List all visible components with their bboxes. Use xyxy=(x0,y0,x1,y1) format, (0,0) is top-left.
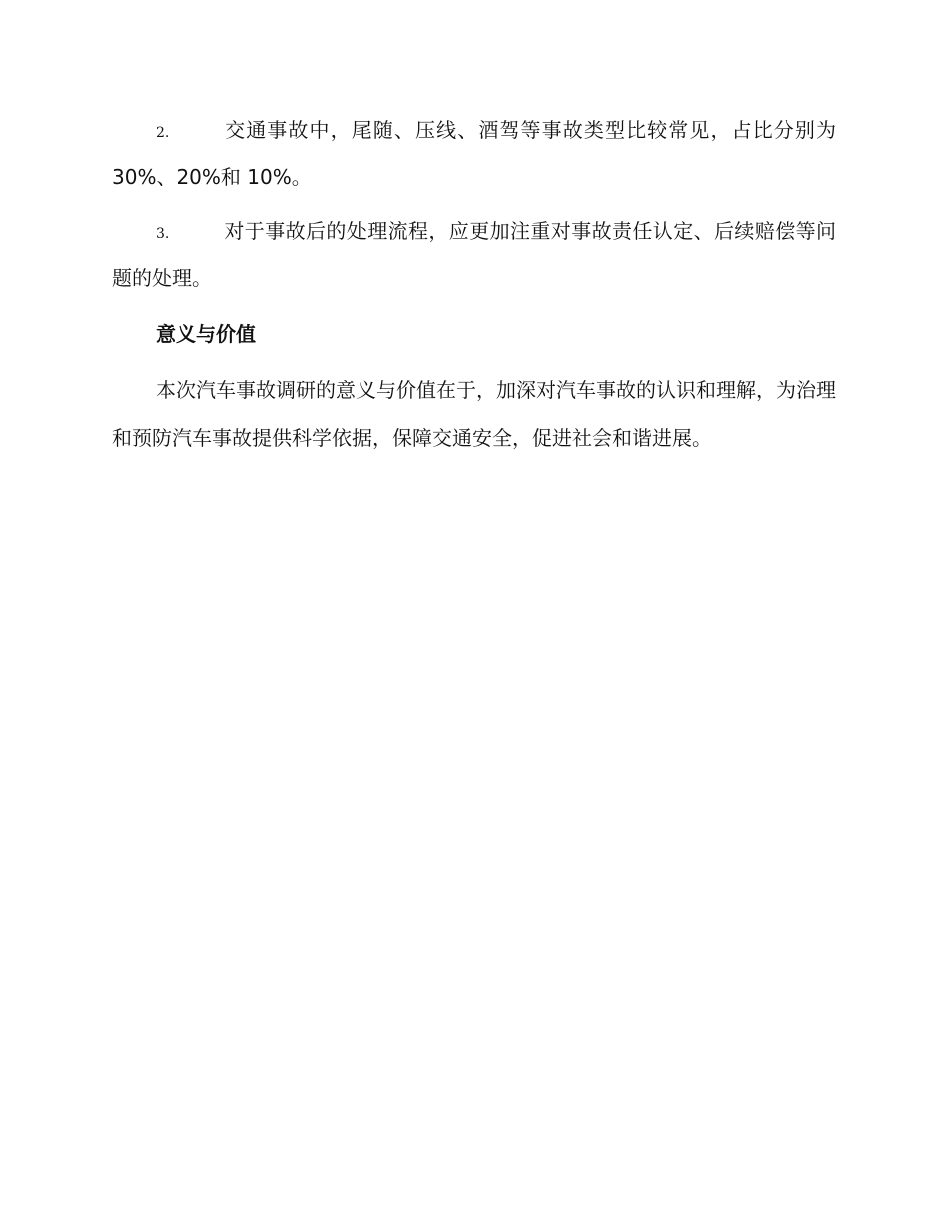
list-text: 对于事故后的处理流程，应更加注重对事故责任认定、后续赔偿等问题的处理。 xyxy=(112,219,836,290)
list-item-2 xyxy=(112,108,836,199)
list-item-3 xyxy=(112,209,836,300)
list-text: 交通事故中，尾随、压线、酒驾等事故类型比较常见，占比分别为 30%、20%和 10%。 xyxy=(112,118,836,189)
section-paragraph: 本次汽车事故调研的意义与价值在于，加深对汽车事故的认识和理解，为治理和预防汽车事故提供科学依据，保障交通安全，促进社会和谐进展。 xyxy=(112,378,836,450)
list-number: 3. xyxy=(156,226,170,242)
section-heading: 意义与价值 xyxy=(156,322,256,346)
list-number: 2. xyxy=(156,125,170,141)
